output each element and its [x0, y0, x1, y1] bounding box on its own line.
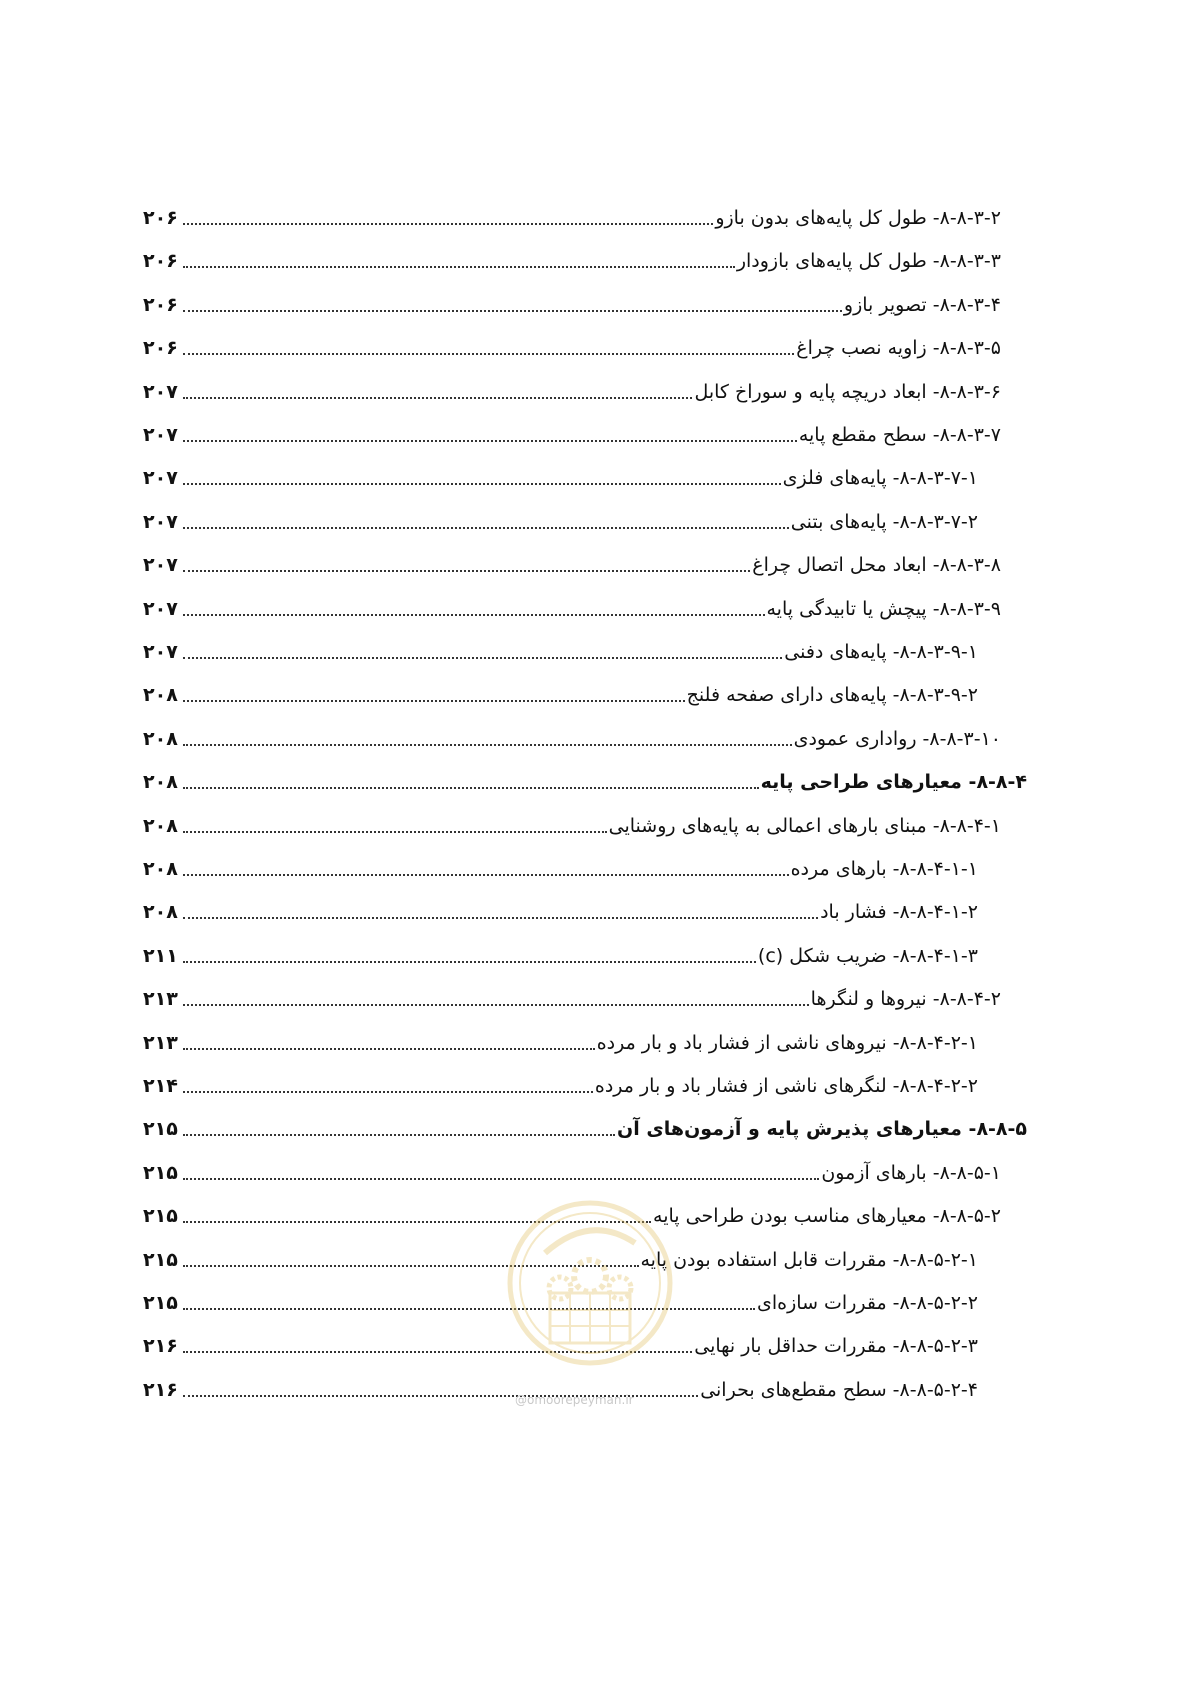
toc-entry-page: ۲۰۸	[143, 771, 178, 794]
toc-entry-title: ۸-۸-۳-۳- طول کل پایه‌های بازودار	[736, 250, 1001, 273]
toc-entry[interactable]	[143, 811, 1001, 841]
toc-entry[interactable]	[143, 637, 978, 667]
dot-leader	[183, 961, 756, 963]
toc-entry-page: ۲۰۸	[143, 727, 178, 750]
dot-leader	[183, 700, 685, 702]
toc-entry-page: ۲۱۶	[143, 1378, 178, 1401]
toc-entry[interactable]	[143, 984, 1001, 1014]
watermark-logo-icon	[505, 1198, 675, 1368]
toc-entry-title: ۸-۸-۳-۶- ابعاد دریچه پایه و سوراخ کابل	[694, 380, 1001, 403]
dot-leader	[183, 1178, 819, 1180]
toc-entry-page: ۲۰۷	[143, 467, 178, 490]
watermark-url: @omoorepeyman.ir	[515, 1393, 634, 1407]
toc-entry-title: ۸-۸-۵-۲-۱- مقررات قابل استفاده بودن پایه	[640, 1248, 978, 1271]
dot-leader	[183, 440, 797, 442]
toc-entry[interactable]	[143, 767, 1027, 797]
toc-entry-title: ۸-۸-۵-۲-۲- مقررات سازه‌ای	[757, 1292, 978, 1314]
toc-entry-title: ۸-۸-۳-۷- سطح مقطع پایه	[798, 424, 1001, 446]
toc-entry[interactable]	[143, 854, 978, 884]
toc-entry-page: ۲۰۶	[143, 293, 178, 316]
toc-entry-title: ۸-۸-۴-۲-۲- لنگرهای ناشی از فشار باد و بار مرده	[594, 1075, 978, 1097]
toc-entry[interactable]	[143, 1114, 1027, 1144]
toc-entry-page: ۲۰۷	[143, 554, 178, 577]
dot-leader	[183, 310, 842, 312]
toc-entry-title: ۸-۸-۳-۱۰- رواداری عمودی	[793, 727, 1001, 750]
toc-entry[interactable]	[143, 333, 1001, 363]
dot-leader	[183, 1048, 595, 1050]
toc-entry-page: ۲۰۷	[143, 424, 178, 446]
toc-entry-page: ۲۰۸	[143, 814, 178, 837]
toc-entry-title: ۸-۸-۵-۲-۴- سطح مقطع‌های بحرانی	[700, 1378, 978, 1401]
toc-entry[interactable]	[143, 897, 978, 927]
toc-entry-page: ۲۱۵	[143, 1248, 178, 1271]
toc-entry-title: ۸-۸-۴-۱- مبنای بارهای اعمالی به پایه‌های روشنایی	[608, 814, 1001, 837]
toc-entry-page: ۲۰۷	[143, 597, 178, 620]
toc-entry[interactable]	[143, 594, 1001, 624]
toc-entry[interactable]	[143, 680, 978, 710]
toc-entry-page: ۲۰۶	[143, 337, 178, 360]
dot-leader	[183, 527, 789, 529]
toc-entry[interactable]	[143, 1028, 978, 1058]
toc-entry-page: ۲۰۷	[143, 510, 178, 533]
toc-entry-page: ۲۰۶	[143, 207, 178, 229]
toc-entry-title: ۸-۸-۳-۹-۱- پایه‌های دفنی	[784, 641, 978, 663]
toc-entry[interactable]	[143, 203, 1001, 233]
dot-leader	[183, 657, 782, 659]
dot-leader	[183, 874, 789, 876]
toc-entry-title: ۸-۸-۳-۴- تصویر بازو	[843, 293, 1001, 316]
toc-entry-title: ۸-۸-۳-۸- ابعاد محل اتصال چراغ	[752, 554, 1001, 577]
toc-entry-page: ۲۰۷	[143, 641, 178, 663]
toc-entry[interactable]	[143, 463, 978, 493]
dot-leader	[183, 223, 713, 225]
toc-entry-page: ۲۰۸	[143, 901, 178, 924]
toc-entry-title: ۸-۸-۵-۲- معیارهای مناسب بودن طراحی پایه	[653, 1205, 1001, 1228]
toc-entry-page: ۲۱۵	[143, 1118, 178, 1141]
toc-entry[interactable]	[143, 941, 978, 971]
dot-leader	[183, 483, 781, 485]
toc-entry-title: ۸-۸-۳-۲- طول کل پایه‌های بدون بازو	[715, 207, 1001, 229]
toc-entry-page: ۲۱۴	[143, 1075, 178, 1097]
toc-entry-title: ۸-۸-۴- معیارهای طراحی پایه	[760, 771, 1027, 794]
dot-leader	[183, 917, 818, 919]
toc-entry-page: ۲۱۳	[143, 1031, 178, 1054]
toc-entry-title: ۸-۸-۵-۲-۳- مقررات حداقل بار نهایی	[694, 1335, 978, 1358]
toc-entry[interactable]	[143, 246, 1001, 276]
toc-entry[interactable]	[143, 724, 1001, 754]
dot-leader	[183, 831, 607, 833]
dot-leader	[183, 1004, 809, 1006]
toc-entry-title: ۸-۸-۴-۲- نیروها و لنگرها	[810, 988, 1001, 1011]
dot-leader	[183, 614, 765, 616]
dot-leader	[183, 353, 794, 355]
toc-entry[interactable]	[143, 507, 978, 537]
toc-entry-page: ۲۱۵	[143, 1161, 178, 1184]
dot-leader	[183, 1134, 615, 1136]
dot-leader	[183, 266, 735, 268]
toc-entry-page: ۲۱۵	[143, 1205, 178, 1228]
dot-leader	[183, 397, 692, 399]
toc-entry-title: ۸-۸-۳-۷-۲- پایه‌های بتنی	[790, 510, 978, 533]
toc-entry[interactable]	[143, 1158, 1001, 1188]
toc-entry-title: ۸-۸-۴-۱-۳- ضریب شکل (c)	[757, 944, 978, 967]
toc-entry[interactable]	[143, 290, 1001, 320]
toc-entry-page: ۲۱۶	[143, 1335, 178, 1358]
toc-entry-title: ۸-۸-۳-۹-۲- پایه‌های دارای صفحه فلنج	[686, 684, 978, 707]
toc-entry-title: ۸-۸-۳-۷-۱- پایه‌های فلزی	[782, 467, 978, 490]
toc-entry[interactable]	[143, 377, 1001, 407]
toc-entry-title: ۸-۸-۳-۵- زاویه نصب چراغ	[796, 337, 1001, 360]
toc-entry-title: ۸-۸-۵- معیارهای پذیرش پایه و آزمون‌های آن	[617, 1118, 1027, 1141]
toc-entry-page: ۲۰۶	[143, 250, 178, 273]
dot-leader	[183, 1091, 593, 1093]
toc-entry[interactable]	[143, 420, 1001, 450]
toc-entry-page: ۲۱۳	[143, 988, 178, 1011]
toc-entry-title: ۸-۸-۴-۱-۱- بارهای مرده	[790, 858, 978, 880]
dot-leader	[183, 744, 792, 746]
toc-entry-page: ۲۰۸	[143, 858, 178, 880]
toc-entry-page: ۲۰۷	[143, 380, 178, 403]
toc-entry-page: ۲۱۱	[143, 944, 178, 967]
toc-entry[interactable]	[143, 550, 1001, 580]
toc-entry-title: ۸-۸-۵-۱- بارهای آزمون	[821, 1161, 1001, 1184]
toc-entry[interactable]	[143, 1071, 978, 1101]
dot-leader	[183, 570, 750, 572]
toc-entry-page: ۲۰۸	[143, 684, 178, 707]
toc-entry-title: ۸-۸-۴-۱-۲- فشار باد	[820, 901, 978, 924]
dot-leader	[183, 787, 759, 789]
toc-entry-page: ۲۱۵	[143, 1292, 178, 1314]
toc-entry-title: ۸-۸-۳-۹- پیچش یا تابیدگی پایه	[766, 597, 1001, 620]
toc-entry-title: ۸-۸-۴-۲-۱- نیروهای ناشی از فشار باد و بار مرده	[596, 1031, 978, 1054]
